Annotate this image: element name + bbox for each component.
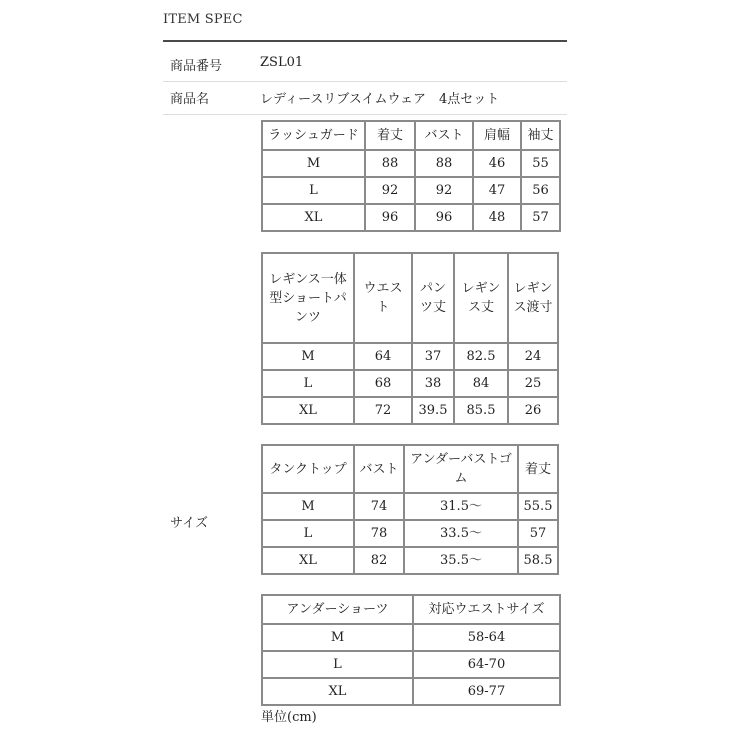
header-text: レギンス丈 — [461, 281, 501, 315]
table-cell: 25 — [509, 369, 557, 396]
product-number-value: ZSL01 — [260, 55, 304, 70]
table-cell: L — [263, 519, 355, 546]
table-header-cell: 袖丈 — [522, 122, 559, 149]
product-number-label: 商品番号 — [170, 59, 223, 74]
size-label: サイズ — [170, 516, 208, 531]
table-cell: 58-64 — [414, 623, 559, 650]
table-cell: 37 — [413, 342, 455, 369]
table-header-cell — [509, 254, 557, 342]
table-cell: 31.5〜 — [405, 492, 519, 519]
table-cell: 56 — [522, 176, 559, 203]
table-row — [263, 149, 559, 176]
table-header-row — [263, 596, 559, 623]
table-cell: L — [263, 650, 414, 677]
table-header-cell — [455, 254, 509, 342]
table-cell: 96 — [416, 203, 474, 230]
table-cell: 39.5 — [413, 396, 455, 423]
table-cell: 88 — [416, 149, 474, 176]
table-header-cell: 着丈 — [519, 446, 557, 492]
table-cell: 92 — [416, 176, 474, 203]
table-cell: 69-77 — [414, 677, 559, 704]
table-header-row — [263, 254, 557, 342]
table-header-cell: バスト — [355, 446, 405, 492]
table-header-cell — [413, 254, 455, 342]
table-cell: 74 — [355, 492, 405, 519]
table-row — [263, 342, 557, 369]
table-row — [263, 203, 559, 230]
table-cell: M — [263, 492, 355, 519]
table-row — [263, 396, 557, 423]
table-cell: 68 — [355, 369, 413, 396]
item-spec-title: ITEM SPEC — [163, 12, 243, 27]
table-cell: 85.5 — [455, 396, 509, 423]
table-cell: 48 — [474, 203, 522, 230]
table-header-cell: アンダーショーツ — [263, 596, 414, 623]
table-cell: L — [263, 369, 355, 396]
table-cell: L — [263, 176, 366, 203]
table-header-cell: バスト — [416, 122, 474, 149]
table-cell: M — [263, 149, 366, 176]
table-cell: XL — [263, 396, 355, 423]
table-cell: 55.5 — [519, 492, 557, 519]
undershorts-size-table — [261, 594, 561, 706]
row-divider — [163, 114, 567, 115]
table-header-row — [263, 122, 559, 149]
table-cell: 55 — [522, 149, 559, 176]
table-header-cell — [355, 254, 413, 342]
table-row — [263, 677, 559, 704]
table-row — [263, 176, 559, 203]
table-cell: 46 — [474, 149, 522, 176]
table-cell: 58.5 — [519, 546, 557, 573]
table-cell: 64 — [355, 342, 413, 369]
table-row — [263, 623, 559, 650]
unit-note: 単位(cm) — [261, 710, 317, 725]
table-cell: 96 — [366, 203, 416, 230]
table-cell: 78 — [355, 519, 405, 546]
table-header-cell — [405, 446, 519, 492]
table-cell: 92 — [366, 176, 416, 203]
tanktop-size-table — [261, 444, 559, 575]
header-text: パンツ丈 — [419, 281, 446, 315]
table-cell: 35.5〜 — [405, 546, 519, 573]
table-cell: 82.5 — [455, 342, 509, 369]
table-cell: 88 — [366, 149, 416, 176]
table-row — [263, 650, 559, 677]
product-name-value: レディースリブスイムウェア 4点セット — [260, 92, 500, 107]
table-row — [263, 519, 557, 546]
title-divider — [163, 40, 567, 42]
table-cell: XL — [263, 203, 366, 230]
table-row — [263, 369, 557, 396]
header-text: アンダーバストゴム — [410, 452, 512, 486]
table-cell: 72 — [355, 396, 413, 423]
header-text: レギンス一体型ショートパンツ — [269, 271, 347, 325]
table-cell: 38 — [413, 369, 455, 396]
table-row — [263, 492, 557, 519]
table-cell: XL — [263, 677, 414, 704]
table-cell: 82 — [355, 546, 405, 573]
header-text: ウエスト — [363, 281, 403, 315]
table-cell: M — [263, 342, 355, 369]
table-cell: 57 — [522, 203, 559, 230]
table-header-cell: ラッシュガード — [263, 122, 366, 149]
leggings-size-table — [261, 252, 559, 425]
rashguard-size-table — [261, 120, 561, 232]
header-text: レギンス渡寸 — [513, 281, 553, 315]
row-divider — [163, 81, 567, 82]
table-cell: 47 — [474, 176, 522, 203]
table-cell: 64-70 — [414, 650, 559, 677]
table-header-cell: 着丈 — [366, 122, 416, 149]
table-cell: 57 — [519, 519, 557, 546]
table-cell: 33.5〜 — [405, 519, 519, 546]
table-cell: XL — [263, 546, 355, 573]
table-cell: M — [263, 623, 414, 650]
table-header-row — [263, 446, 557, 492]
table-header-cell: 肩幅 — [474, 122, 522, 149]
table-row — [263, 546, 557, 573]
table-cell: 24 — [509, 342, 557, 369]
table-header-cell: タンクトップ — [263, 446, 355, 492]
table-header-cell — [263, 254, 355, 342]
table-cell: 26 — [509, 396, 557, 423]
table-cell: 84 — [455, 369, 509, 396]
product-name-label: 商品名 — [170, 92, 210, 107]
table-header-cell: 対応ウエストサイズ — [414, 596, 559, 623]
